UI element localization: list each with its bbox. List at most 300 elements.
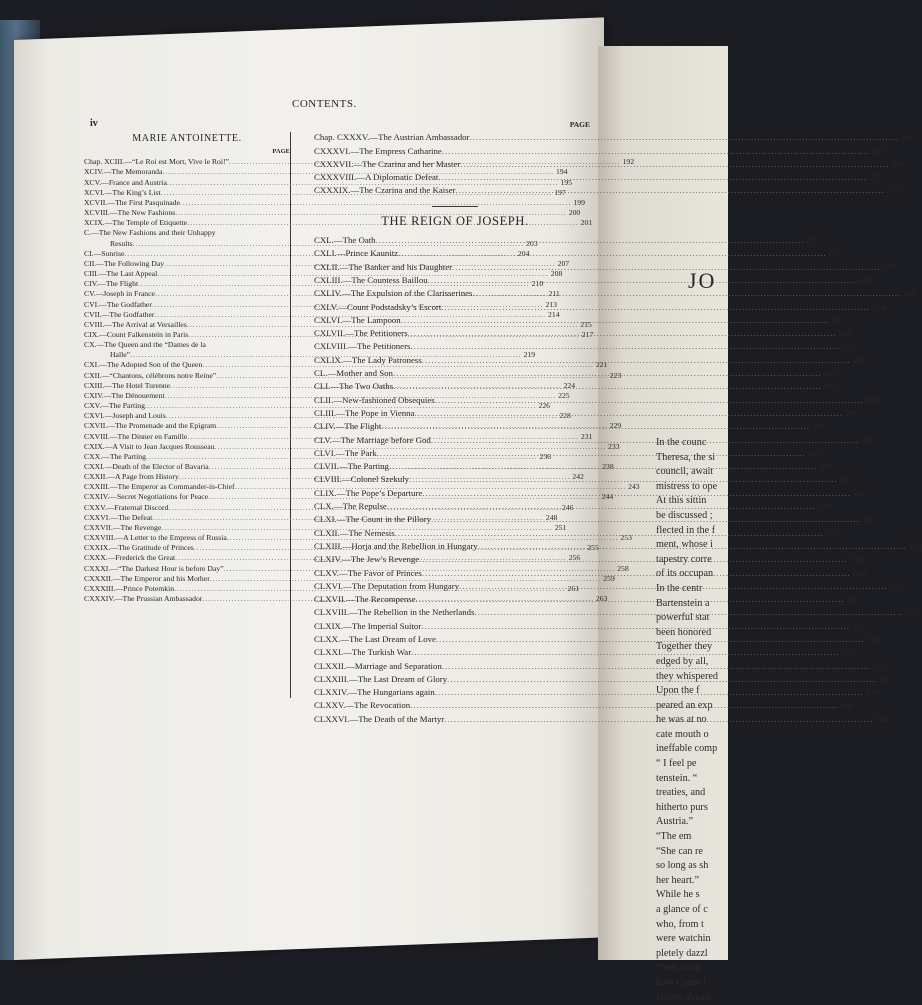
page-number: 316 <box>849 554 864 565</box>
contents-entry <box>314 407 859 420</box>
page-number: 298 <box>812 421 826 432</box>
chapter-number: CLVI. <box>314 447 336 458</box>
chapter-number: CXLVIII. <box>314 341 349 352</box>
leader-dots <box>436 633 865 646</box>
chapter-title: —The Memoranda <box>103 167 163 177</box>
chapter-number: CXLVI. <box>314 314 343 325</box>
page-number: 253 <box>620 533 632 543</box>
facing-text-line: While he s <box>656 889 700 901</box>
contents-entry <box>314 327 852 340</box>
chapter-title: —France and Austria <box>101 177 167 187</box>
chapter-title: —The Hungarians again <box>348 687 435 698</box>
page-number: 267 <box>872 145 886 156</box>
page-column-label: PAGE <box>272 148 290 156</box>
chapter-title: —Horja and the Rebellion in Hungary <box>342 540 478 551</box>
facing-text-line: how Count U <box>656 976 711 988</box>
chapter-number: CXXV. <box>84 502 107 512</box>
chapter-title: —The King’s List <box>104 187 161 197</box>
chapter-title: —The Two Oaths <box>330 381 394 392</box>
page-number: 228 <box>559 411 571 421</box>
chapter-title: Halle” <box>110 350 131 360</box>
page-number: 210 <box>531 279 544 289</box>
chapter-title: —The Jew’s Revenge <box>341 554 420 565</box>
page-number: 201 <box>580 218 593 228</box>
chapter-title: —The Promenade and the Epigram <box>107 421 217 431</box>
chapter-title: —The Flight <box>98 279 139 289</box>
chapter-title: —The Revocation <box>345 700 411 711</box>
leader-dots <box>422 567 851 580</box>
page-number: 342 <box>874 713 889 724</box>
page-number: 203 <box>526 238 538 248</box>
page-numeral: iv <box>90 118 98 129</box>
chapter-number: CXII. <box>84 370 102 380</box>
leader-dots <box>389 460 818 473</box>
chapter-title: —The Last Dream of Love <box>340 633 436 644</box>
facing-text-line: “She can re <box>656 845 703 857</box>
chapter-number: CI. <box>84 248 94 258</box>
leader-dots <box>376 234 805 247</box>
chapter-title: —The New Fashions and their Unhappy <box>91 228 216 238</box>
page-number: 200 <box>568 208 581 218</box>
leader-dots <box>428 274 857 287</box>
leader-dots <box>381 420 810 433</box>
contents-entry <box>314 633 880 646</box>
page-number: 287 <box>841 341 855 352</box>
chapter-number: CXVIII. <box>84 431 110 441</box>
contents-entry <box>314 171 883 184</box>
chapter-number: XCIV. <box>84 167 104 177</box>
page-number: 207 <box>557 258 570 268</box>
chapter-number: CXXXII. <box>84 573 113 583</box>
chapter-number: Chap. CXXXV. <box>314 132 370 143</box>
leader-dots <box>455 184 884 197</box>
facing-text-line: tapestry corre <box>656 553 712 565</box>
chapter-number: CLXIV. <box>314 554 342 565</box>
contents-entry <box>314 247 842 260</box>
chapter-title: —“Chantons, célébrons notre Reine” <box>101 370 217 380</box>
chapter-number: CXXIX. <box>84 543 111 553</box>
page-number: 296 <box>845 407 859 418</box>
page-number: 331 <box>841 647 856 658</box>
page-number: 309 <box>817 501 831 512</box>
facing-text-line: powerful stat <box>656 612 710 624</box>
leader-dots <box>422 354 851 367</box>
chapter-number: CLII. <box>314 394 334 405</box>
chapter-title: —The Austrian Ambassador <box>369 132 470 143</box>
chapter-title: —Mother and Son <box>327 368 393 379</box>
leader-dots <box>410 699 839 712</box>
page-number: 225 <box>558 390 570 400</box>
chapter-number: XCVI. <box>84 187 105 197</box>
chapter-title: —The Godfather <box>99 299 152 309</box>
facing-text-line: In the centr <box>656 582 703 594</box>
chapter-title: —The Parting <box>101 401 145 411</box>
page-number: 204 <box>517 248 530 258</box>
contents-entry <box>84 401 551 411</box>
chapter-title: —The Empress Catharine <box>350 145 442 156</box>
section-title-reign-of-joseph: THE REIGN OF JOSEPH. <box>381 213 529 228</box>
chapter-number: CXXII. <box>84 472 108 482</box>
leader-dots <box>472 287 901 300</box>
chapter-title: —The Lady Patroness <box>343 354 422 365</box>
page-number: 223 <box>609 370 622 380</box>
chapter-title: —Prince Kaunitz <box>336 248 399 259</box>
page-number: 322 <box>846 594 860 605</box>
leader-dots <box>421 620 850 633</box>
page-number: 286 <box>838 328 852 339</box>
chapter-title: —Joseph in France <box>95 289 155 299</box>
chapter-title: —The Pope’s Departure <box>336 487 423 498</box>
leader-dots <box>422 487 851 500</box>
leader-dots <box>401 314 830 327</box>
chapter-number: XCIX. <box>84 218 105 228</box>
page-number: 338 <box>865 687 879 698</box>
page-number: 314 <box>908 540 922 551</box>
chapter-number: CXL. <box>314 235 334 246</box>
chapter-number: CIX. <box>84 329 100 339</box>
page-number: 321 <box>889 580 904 591</box>
page-number: 244 <box>601 492 614 502</box>
facing-text-line: been honored <box>656 626 712 638</box>
leader-dots <box>419 553 848 566</box>
chapter-number: CLV. <box>314 434 332 445</box>
facing-text-line: hitherto purs <box>656 801 708 813</box>
page-number: 280 <box>858 274 872 285</box>
chapter-title: —A Visit to Jean Jacques Rousseau <box>104 441 215 451</box>
leader-dots <box>469 131 898 144</box>
section-title-marie-antoinette: MARIE ANTOINETTE. <box>132 133 242 144</box>
page-number: 242 <box>572 472 584 482</box>
page-number: 284 <box>872 301 886 312</box>
chapter-number: CXLIX. <box>314 354 344 365</box>
page-number: 199 <box>573 197 585 207</box>
page-number: 292 <box>823 381 838 392</box>
chapter-number: CLXIII. <box>314 540 343 551</box>
facing-text-line: who, from t <box>656 918 704 930</box>
page-number: 318 <box>852 567 866 578</box>
chapter-number: CXLIV. <box>314 288 342 299</box>
chapter-title: —Count Falkenstein in Paris <box>99 329 189 339</box>
facing-text-line: they whispered <box>656 670 718 682</box>
chapter-number: CXXXIII. <box>84 583 116 593</box>
page-number: 304 <box>839 474 853 485</box>
page-column-label: PAGE <box>569 120 590 129</box>
facing-text-line: Together they <box>656 641 713 653</box>
chapter-number: CXVI. <box>84 411 105 421</box>
running-head: CONTENTS. <box>292 98 357 110</box>
facing-text-line: council, await <box>656 466 714 478</box>
chapter-title: —The Lampoon <box>342 314 401 325</box>
leader-dots <box>438 171 867 184</box>
chapter-number: CLI. <box>314 381 331 392</box>
leader-dots <box>393 380 822 393</box>
chapter-number: CXXVIII. <box>84 533 116 543</box>
chapter-title: —The Recompense <box>346 594 416 605</box>
page-number: 246 <box>561 502 574 512</box>
chapter-title: —The Repulse <box>333 501 387 512</box>
page-number: 278 <box>882 261 896 272</box>
chapter-title: —Death of the Elector of Bavaria <box>104 462 209 471</box>
contents-entry <box>314 234 820 247</box>
contents-entry <box>84 360 608 370</box>
facing-text-line: of its occupan <box>656 568 714 580</box>
page-number: 282 <box>903 288 917 299</box>
page-number: 333 <box>872 660 886 671</box>
chapter-title: —The Dinner en Famille <box>109 431 188 441</box>
chapter-title: —The Revenge <box>112 522 162 532</box>
chapter-number: CLXXIII. <box>314 673 349 684</box>
chapter-title: —A Diplomatic Defeat <box>356 172 439 183</box>
contents-entry <box>84 197 585 208</box>
leader-dots <box>442 145 871 158</box>
chapter-title: —The Deputation from Hungary <box>343 580 460 591</box>
chapter-title: Results <box>110 238 133 248</box>
chapter-title: —The Prussian Ambassador <box>114 594 203 604</box>
chapter-title: —A Page from History <box>107 472 179 482</box>
chapter-number: CLX. <box>314 501 334 512</box>
page-number: 303 <box>819 461 833 472</box>
chapter-number: CXLII. <box>314 261 340 272</box>
leader-dots <box>411 646 840 659</box>
facing-text-line: mistress to ope <box>656 480 718 492</box>
page-number: 259 <box>603 573 615 583</box>
chapter-number: CVIII. <box>84 319 105 329</box>
facing-text-line: In the counc <box>656 437 707 448</box>
page-number: 256 <box>568 553 581 563</box>
leader-dots <box>393 367 822 380</box>
page-number: 340 <box>840 700 855 711</box>
page-number: 195 <box>560 177 572 187</box>
chapter-number: CXLV. <box>314 301 339 312</box>
leader-dots <box>377 447 806 460</box>
leader-dots <box>441 301 870 314</box>
chapter-number: CXV. <box>84 401 102 411</box>
chapter-title: —The Petitioners <box>348 341 411 352</box>
chapter-number: CXXXIX. <box>314 185 351 196</box>
section-divider <box>432 206 478 207</box>
chapter-title: —The Emperor as Commander-in-Chief <box>109 482 235 492</box>
facing-text-line: tenstein. “ <box>656 772 698 784</box>
chapter-number: CXIV. <box>84 390 104 400</box>
chapter-title: —The Expulsion of the Clarisserines <box>341 288 473 299</box>
chapter-number: CVII. <box>84 309 102 319</box>
chapter-number: CXXIII. <box>84 482 110 492</box>
chapter-number: CXXVI. <box>84 512 111 522</box>
chapter-number: XCVII. <box>84 197 108 207</box>
chapter-number: CIV. <box>84 279 99 289</box>
chapter-title: —The Nemesis <box>339 527 395 538</box>
chapter-number: CLXXV. <box>314 700 346 711</box>
chapter-number: C. <box>84 228 92 238</box>
facing-text-line: her heart.” <box>656 874 699 886</box>
chapter-number: CXIX. <box>84 441 105 451</box>
contents-entry <box>84 533 632 543</box>
page-number: 294 <box>865 394 879 405</box>
page-number: 233 <box>608 441 620 451</box>
contents-entry <box>84 269 563 279</box>
page-number: 229 <box>609 421 622 431</box>
chapter-title: —Count Podstadsky’s Escort <box>338 301 442 312</box>
chapter-number: CXI. <box>84 360 100 370</box>
contents-entry <box>84 167 568 177</box>
page-number: 238 <box>602 462 614 471</box>
contents-entry <box>314 340 855 353</box>
facing-text-line: Upon the f <box>656 685 700 697</box>
contents-entry <box>314 131 914 144</box>
leader-dots <box>398 247 827 260</box>
chapter-number: CXVII. <box>84 421 108 431</box>
chapter-title: —The Queen and the “Dames de la <box>96 340 206 350</box>
chapter-title: —The Turkish War <box>343 647 412 658</box>
chapter-number: CLXIX. <box>314 620 344 631</box>
chapter-title: —The Marriage before God <box>331 434 431 445</box>
chapter-number: CXXXI. <box>84 563 111 573</box>
chapter-number: CVI. <box>84 299 100 309</box>
chapter-number: CLXX. <box>314 633 341 644</box>
chapter-title: —The Gratitude of Princes <box>110 543 194 553</box>
chapter-number: CXLIII. <box>314 274 343 285</box>
page-number: 192 <box>622 157 635 167</box>
leader-dots <box>416 593 845 606</box>
chapter-number: CLXII. <box>314 527 340 538</box>
contents-entry <box>84 573 615 584</box>
chapter-number: CXLVII. <box>314 328 346 339</box>
leader-dots <box>460 158 889 171</box>
facing-text-line: be discussed ; <box>656 509 713 521</box>
chapter-title: —“The Darkest Hour is before Day” <box>110 563 224 573</box>
chapter-title: —Colonel Szekuly <box>341 474 409 485</box>
chapter-number: CLIX. <box>314 487 337 498</box>
page-number: 273 <box>886 185 900 196</box>
facing-page-text <box>656 436 720 1005</box>
page-number: 289 <box>852 354 866 365</box>
chapter-number: CXXXVII. <box>314 158 354 169</box>
page-number: 243 <box>628 482 640 492</box>
chapter-number: CXX. <box>84 451 103 461</box>
chapter-title: —The Imperial Suitor <box>343 620 422 631</box>
page-number: 211 <box>548 289 560 299</box>
leader-dots <box>409 473 838 486</box>
page-number: 311 <box>861 514 875 525</box>
facing-text-line: so long as sh <box>656 860 709 872</box>
chapter-title: —The Temple of Etiquette <box>104 218 188 228</box>
chapter-title: —The Pope in Vienna <box>336 407 415 418</box>
contents-entry <box>314 380 838 393</box>
chapter-title: —The Czarina and the Kaiser <box>350 185 456 196</box>
contents-entry <box>314 394 879 407</box>
leader-dots <box>408 327 837 340</box>
chapter-number: CXIII. <box>84 380 105 390</box>
chapter-title: —A Letter to the Empress of Russia <box>115 533 227 543</box>
chapter-title: —The Countess Baillou <box>342 274 428 285</box>
chapter-title: —The Defeat <box>110 512 153 522</box>
chapter-number: CXXXIV. <box>84 594 115 604</box>
facing-text-line: Bartenstein a <box>656 597 710 609</box>
chapter-title: —The Banker and his Daughter <box>339 261 453 272</box>
chapter-number: CLVII. <box>314 461 339 472</box>
chapter-title: —Secret Negotiations for Peace <box>109 492 209 502</box>
chapter-title: —The First Pasquinade <box>107 197 180 207</box>
chapter-number: CXLI. <box>314 248 337 259</box>
page-number: 313 <box>825 527 839 538</box>
chapter-number: CXXVII. <box>84 522 113 532</box>
facing-text-line: ment, whose i <box>656 539 713 551</box>
chapter-title: —The Adopted Son of the Queen <box>99 360 203 370</box>
page-number: 236 <box>539 451 551 461</box>
chapter-number: CXXXVI. <box>314 145 351 156</box>
page-number: 217 <box>581 329 594 339</box>
page-number: 329 <box>866 633 880 644</box>
facing-text-line: edged by all, <box>656 655 709 667</box>
page-number: 219 <box>523 350 536 360</box>
leader-dots <box>387 500 816 513</box>
facing-text-line: ineffable comp <box>656 743 718 755</box>
leader-dots <box>431 431 860 447</box>
facing-text-line: cate mouth o <box>656 728 709 740</box>
chapter-number: CXXIV. <box>84 492 110 502</box>
facing-text-line: were watchin <box>656 933 711 945</box>
chapter-number: CLXVIII. <box>314 607 349 618</box>
page-number: 258 <box>617 563 629 573</box>
page-number: 251 <box>554 522 567 532</box>
leader-dots <box>435 686 864 699</box>
chapter-title: —The Following Day <box>96 258 165 268</box>
chapter-number: CII. <box>84 258 97 268</box>
page-number: 221 <box>595 360 608 370</box>
chapter-number: CLXVII. <box>314 594 347 605</box>
chapter-title: —Prince Potemkin <box>115 583 175 593</box>
facing-text-line: flected in the f <box>656 524 716 536</box>
chapter-title: —The Favor of Princes <box>339 567 422 578</box>
leader-dots <box>414 407 843 420</box>
facing-text-line: knows alread <box>656 991 711 1003</box>
chapter-title: —Fraternal Discord <box>106 502 169 512</box>
chapter-title: —The Death of the Martyr <box>349 713 445 724</box>
contents-entry <box>314 287 917 300</box>
chapter-title: —The Last Dream of Glory <box>348 673 448 684</box>
chapter-number: XCVIII. <box>84 208 110 218</box>
chapter-number: CLXXVI. <box>314 713 350 724</box>
chapter-number: CX. <box>84 340 97 350</box>
page-number: 269 <box>891 158 905 169</box>
leader-dots <box>431 513 860 526</box>
chapter-number: Chap. XCIII. <box>84 157 125 167</box>
leader-dots <box>395 527 824 540</box>
contents-entry <box>84 340 290 350</box>
chapter-title: —The Petitioners <box>345 328 408 339</box>
page-number: 263 <box>595 594 608 604</box>
chapter-title: —The Oath <box>333 235 376 246</box>
page-number: 255 <box>587 543 599 553</box>
facing-text-line: peared an exp <box>656 699 713 711</box>
chapter-number: CLVIII. <box>314 474 342 485</box>
chapter-title: —Frederick the Great <box>107 553 176 563</box>
chapter-number: CLIII. <box>314 407 337 418</box>
chapter-title: —The Arrival at Versailles <box>104 319 187 329</box>
chapter-title: —The Godfather <box>101 309 155 319</box>
facing-text-line: Austria.” <box>656 816 694 828</box>
contents-entry <box>84 228 290 238</box>
chapter-title: —The Rebellion in the Netherlands <box>348 607 475 618</box>
chapter-title: —Marriage and Separation <box>346 660 442 671</box>
chapter-number: CLIV. <box>314 421 336 432</box>
page-number: 208 <box>550 269 563 279</box>
contents-entry <box>314 145 886 158</box>
chapter-title: —The Parting <box>102 451 146 461</box>
page-number: 335 <box>877 673 892 684</box>
page-number: 327 <box>851 620 866 631</box>
chapter-number: XCV. <box>84 177 102 187</box>
